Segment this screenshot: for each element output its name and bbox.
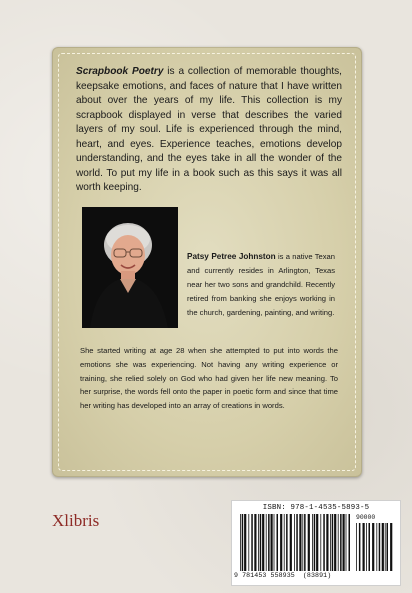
barcode-digits	[234, 572, 398, 579]
author-photo	[82, 207, 178, 328]
barcode-addon-digits: 90000	[356, 514, 376, 521]
author-story: She started writing at age 28 when she attempted to put into words the emotions she was experiencing. Not having any writing experience or training, she relied solely on God who had given her life new meaning. To her surprise, the words fell onto the paper in poetic form and since that time her writing has developed into an array of creations in words.	[80, 346, 338, 411]
author-bio-text: is a native Texan and currently resides in Arlington, Texas near her two sons and grandchild. Recently retired from banking she enjoys working in the church, gardening, painting, and writing.	[187, 252, 335, 317]
book-description	[76, 65, 342, 196]
back-cover-panel	[52, 47, 362, 477]
barcode-main-digits: 9 781453 558935	[234, 572, 295, 579]
publisher-logo: Xlibris	[52, 511, 100, 530]
author-bio	[187, 250, 335, 320]
author-portrait-icon	[82, 207, 178, 328]
author-name: Patsy Petree Johnston	[187, 252, 276, 261]
isbn-label: ISBN: 978-1-4535-5893-5	[262, 504, 370, 512]
description-text: is a collection of memorable thoughts, keepsake emotions, and faces of nature that I have written about over the years of my life. This collection is my scrapbook displayed in verse that describes the varied layers of my soul. Life is experienced through the mind, heart, and eyes. Experience teaches, emotions develop understanding, and the eyes take in all the wonder of the world. To put my life in a book such as this says it was all worth keeping.	[76, 66, 342, 193]
book-title: Scrapbook Poetry	[76, 66, 164, 77]
barcode-code: (83891)	[302, 572, 332, 579]
isbn-barcode	[231, 500, 401, 586]
